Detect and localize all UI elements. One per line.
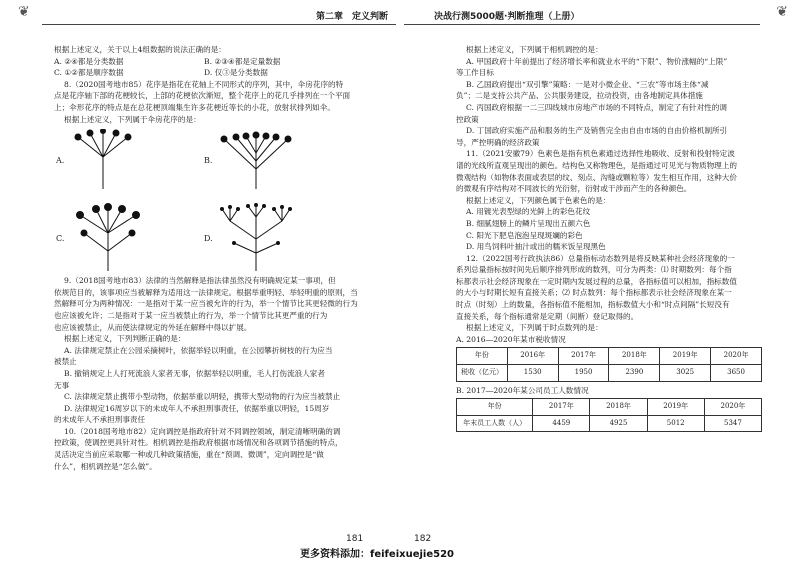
question-prompt: 根据上述定义，下列属于伞房花序的是： bbox=[64, 114, 201, 124]
question-prompt: 根据上述定义，下列属于时点数列的是： bbox=[466, 323, 603, 333]
question-prompt: 根据上述定义，下列判断正确的是： bbox=[64, 334, 186, 344]
option-c: C. 阳光下肥皂泡泡呈现斑斓的彩色 bbox=[466, 230, 583, 240]
text-line: 依规范目的，该事项应当被解释为适用这一法律规定。根据举重明轻、举轻明重的原则，当 bbox=[54, 287, 358, 297]
option-b-cont: 无事 bbox=[54, 380, 70, 390]
option-a: A. ②④都是分类数据 bbox=[54, 56, 124, 66]
text-line: 系列总量指标按时间先后顺序排列形成的数列，可分为两类：⑴ 时期数列：每个指 bbox=[456, 265, 732, 275]
option-b: B. 撤销规定上人打死流浪人家者无事，依据举轻以明重，毛人打伤流浪人家者 bbox=[64, 368, 325, 378]
book-title: 决战行测5000题·判断推理（上册） bbox=[434, 12, 580, 22]
table-cell: 4925 bbox=[590, 415, 647, 432]
option-a: A. 法律规定禁止在公园采摘树叶，依据举轻以明重，在公园攀折树枝的行为应当 bbox=[64, 345, 333, 355]
option-a: A. 甲国政府十年前提出了经济增长率和就业水平的“下限”、物价涨幅的“上限” bbox=[466, 56, 728, 66]
figure-label-a: A. bbox=[56, 156, 65, 166]
text-line: 点是花序轴下部的花梗较长，上部的花梗依次渐短，整个花序上的花几乎排列在一个平面 bbox=[54, 91, 351, 101]
option-row bbox=[54, 67, 356, 79]
option-d-cont: 的未成年人不承担刑事责任 bbox=[54, 415, 146, 425]
table-header-row bbox=[457, 399, 762, 416]
inflorescence-figures bbox=[54, 125, 356, 275]
option-a-cont: 等工作目标 bbox=[456, 68, 494, 78]
text-line: 直接关系，每个指标通常是定期（间断）登记取得的。 bbox=[456, 311, 639, 321]
option-a: A. 用镀光表型绿的光鲜上的彩色花纹 bbox=[466, 207, 591, 217]
option-c: C. 丙国政府根据一二三四线城市房地产市场的不同特点，制定了有针对性的调 bbox=[466, 102, 727, 112]
table-row bbox=[457, 365, 762, 382]
left-page-body bbox=[54, 44, 356, 472]
question-9-text: 9.（2018国考地市83）法律的当然解释是指法律虽然没有明确规定某一事项，但 bbox=[64, 276, 336, 286]
option-d: D. 丁国政府实施产品和服务的生产及销售完全由自由市场的自由价格机制所引 bbox=[466, 126, 728, 136]
figure-b-corymb bbox=[216, 129, 296, 191]
text-line: 控政策，使调控更具针对性。相机调控是指政府根据市场情况和各项调节措施的特点， bbox=[54, 438, 343, 448]
option-a-cont: 被禁止 bbox=[54, 357, 77, 367]
option-b: B. ②③④都是定量数据 bbox=[204, 56, 281, 66]
table-cell: 税收（亿元） bbox=[457, 365, 508, 382]
employee-table bbox=[456, 398, 762, 432]
table-cell: 2020年 bbox=[704, 399, 761, 416]
text-line: 什么”，相机调控是“怎么做”。 bbox=[54, 461, 157, 471]
text-line: 灵活决定当前应采取哪一种或几种政策措施，重在“预调、微调”，定向调控是“做 bbox=[54, 450, 324, 460]
text-line: 也应该被禁止，从而使法律规定的外延在解释中得以扩展。 bbox=[54, 322, 252, 332]
table-cell: 2019年 bbox=[647, 399, 704, 416]
figure-c-compound bbox=[68, 203, 148, 273]
figure-label-b: B. bbox=[204, 156, 213, 166]
option-b-cont: 负”；二是支持公共产品、公共服务建设，拉动投资，由各地制定具体措施 bbox=[456, 91, 703, 101]
option-d: D. 用鸟饲料叶抽汁或出的糯米饭呈现黑色 bbox=[466, 242, 606, 252]
table-cell: 2017年 bbox=[533, 399, 590, 416]
text-line: 根据上述定义，关于以上4组数据的说法正确的是： bbox=[54, 45, 226, 54]
chapter-title: 第二章 定义判断 bbox=[315, 12, 388, 22]
question-8-text: 8.（2020国考地市85）花序是指花在花轴上不同形式的序列，其中，伞房花序的特 bbox=[64, 79, 344, 89]
page-number-left: 181 bbox=[346, 534, 364, 544]
option-d: D. 法律规定16周岁以下的未成年人不承担刑事责任，依据举重以明轻，15周岁 bbox=[64, 403, 330, 413]
table-header-row bbox=[457, 348, 762, 365]
option-a-title: A. 2016―2020年某市税收情况 bbox=[456, 334, 566, 344]
table-cell: 1530 bbox=[507, 365, 558, 382]
figure-a-umbel bbox=[68, 129, 138, 191]
question-11-text: 11.（2021安徽79）色素色是指有机色素通过选择性地吸收、反射和投射特定波 bbox=[466, 149, 735, 159]
text-line: 谱的光线所直观呈现出的颜色。结构色又称物理色，是指通过可见光与物质物理上的 bbox=[456, 160, 737, 170]
page-number-right: 182 bbox=[414, 534, 432, 544]
table-cell: 2018年 bbox=[590, 399, 647, 416]
text-line: 也应该被允许；二是指对于某一应当被禁止的行为，举一个情节比其更严重的行为 bbox=[54, 310, 328, 320]
option-row bbox=[54, 56, 356, 68]
figure-d-compound-umbel bbox=[216, 203, 296, 273]
table-cell: 年末员工人数（人） bbox=[457, 415, 533, 432]
table-cell: 2390 bbox=[609, 365, 660, 382]
right-page-header bbox=[404, 4, 788, 25]
option-b: B. 乙国政府提出“双引擎”策略：一是对小微企业、“三农”等市场主体“减 bbox=[466, 79, 709, 89]
table-cell: 2016年 bbox=[507, 348, 558, 365]
option-c-cont: 控政策 bbox=[456, 114, 479, 124]
text-line: 的大小与时期长短有直接关系；⑵ 时点数列：每个指标都表示社会经济现象在某一 bbox=[456, 288, 732, 298]
text-line: 然解释可分为两种情况：一是指对于某一应当被允许的行为，举一个情节比其更轻微的行为 bbox=[54, 299, 358, 309]
text-line: 微观结构（如物体表面或表层的纹、刻点、沟缝或颗粒等）发生相互作用，这种大价 bbox=[456, 172, 737, 182]
option-d: D. 仅③是分类数据 bbox=[204, 68, 268, 78]
corner-ornament-icon: ❦ bbox=[18, 4, 30, 20]
option-b-title: B. 2017―2020年某公司员工人数情况 bbox=[456, 385, 589, 395]
table-cell: 2020年 bbox=[711, 348, 762, 365]
table-cell: 2019年 bbox=[660, 348, 711, 365]
figure-label-d: D. bbox=[204, 234, 213, 244]
text-line: 上；伞形花序的特点是在总花梗顶端集生许多花梗近等长的小花，放射状排列如伞。 bbox=[54, 102, 335, 112]
figure-label-c: C. bbox=[56, 234, 65, 244]
table-cell: 4459 bbox=[533, 415, 590, 432]
table-cell: 3025 bbox=[660, 365, 711, 382]
table-cell: 5012 bbox=[647, 415, 704, 432]
tax-table bbox=[456, 347, 762, 381]
table-cell: 年份 bbox=[457, 399, 533, 416]
option-d-cont: 导，严控明确的经济政策 bbox=[456, 137, 540, 147]
table-cell: 年份 bbox=[457, 348, 508, 365]
question-12-text: 12.（2022国考行政执法86）总量指标动态数列是将反映某种社会经济现象的一 bbox=[466, 253, 735, 263]
text-line: 的微观有序结构对不同波长的光衍射，衍射或干涉而产生的各种颜色。 bbox=[456, 184, 692, 194]
question-prompt: 根据上述定义，下列颜色属于色素色的是： bbox=[466, 195, 611, 205]
question-prompt: 根据上述定义，下列属于相机调控的是： bbox=[466, 45, 603, 54]
footer-watermark: 更多资料添加：feifeixuejie520 bbox=[300, 549, 454, 560]
text-line: 标都表示社会经济现象在一定时期内发展过程的总量，各指标值可以相加，指标数值 bbox=[456, 276, 737, 286]
text-line: 时点（时刻）上的数量，各指标值不能相加，指标数值大小和“时点间隔”长短没有 bbox=[456, 300, 730, 310]
option-b: B. 细腻翅膀上的鳞片呈现出五颜六色 bbox=[466, 218, 591, 228]
left-page-header bbox=[18, 4, 396, 25]
corner-ornament-icon: ❦ bbox=[776, 4, 788, 20]
table-row bbox=[457, 415, 762, 432]
table-cell: 5347 bbox=[704, 415, 761, 432]
question-10-text: 10.（2018国考地市82）定向调控是指政府针对不同调控领域，制定清晰明确的调 bbox=[64, 426, 341, 436]
table-cell: 2017年 bbox=[558, 348, 609, 365]
right-page-body bbox=[456, 44, 762, 435]
table-cell: 1950 bbox=[558, 365, 609, 382]
option-c: C. ①②都是顺序数据 bbox=[54, 68, 124, 78]
table-cell: 3650 bbox=[711, 365, 762, 382]
option-c: C. 法律规定禁止携带小型动物，依据举重以明轻，携带大型动物的行为应当被禁止 bbox=[64, 392, 341, 402]
table-cell: 2018年 bbox=[609, 348, 660, 365]
